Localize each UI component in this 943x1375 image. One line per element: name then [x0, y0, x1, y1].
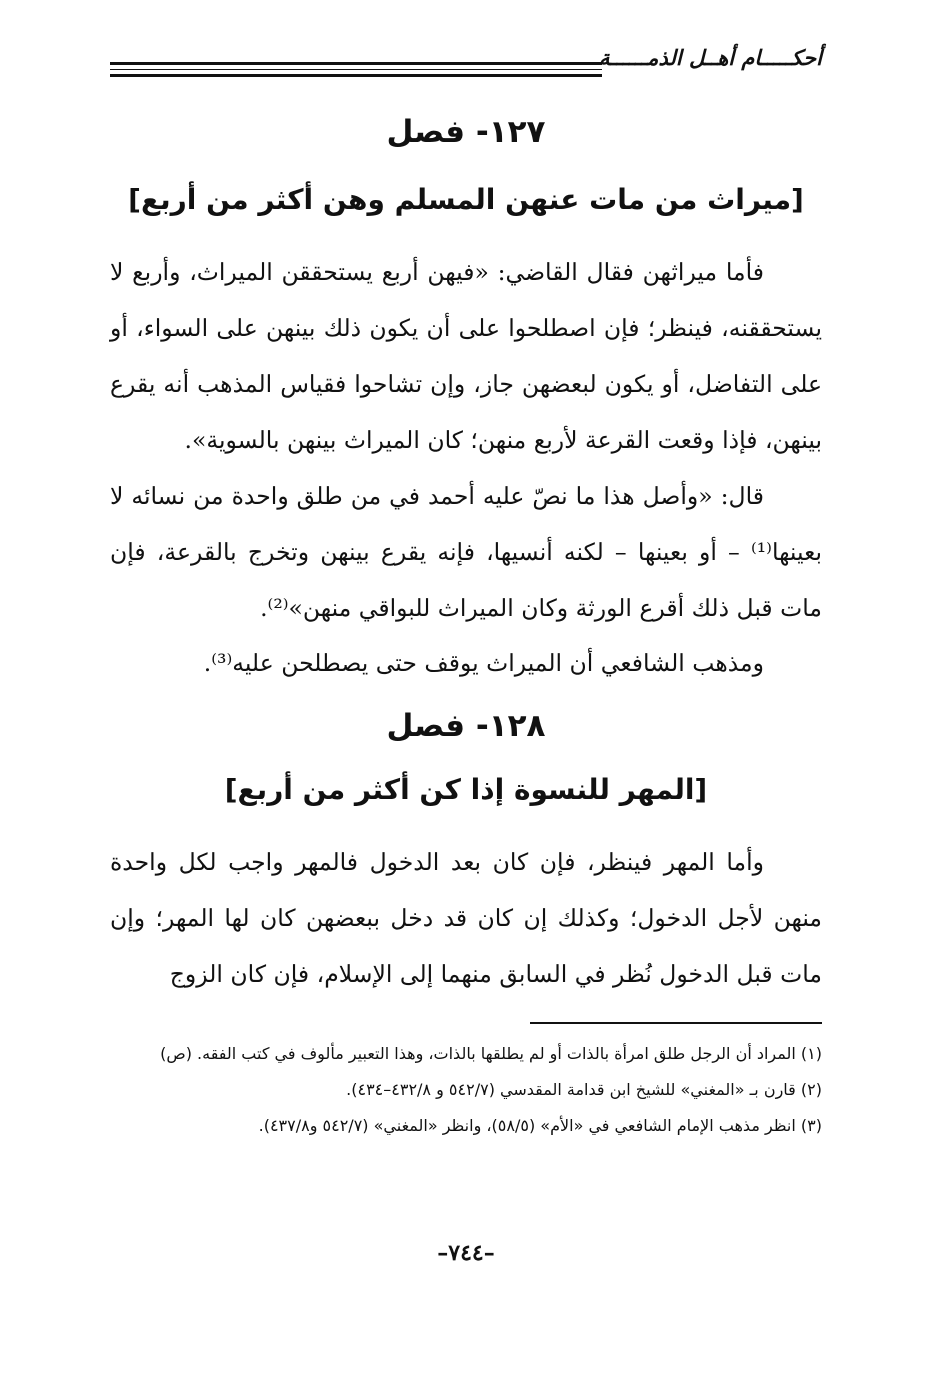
paragraph-shafii-view: ومذهب الشافعي أن الميراث يوقف حتى يصطلحن عليه⁽³⁾.: [203, 649, 764, 677]
section-128-subheading: [المهر للنسوة إذا كن أكثر من أربع]: [224, 773, 708, 806]
paragraph-dowry: وأما المهر فينظر، فإن كان بعد الدخول فالمهر واجب لكل واحدة منهن لأجل الدخول؛ وكذلك إن كان قد دخل ببعضهن كان لها المهر؛ وإن مات قبل الدخول نُظر في السابق منهما إلى الإسلام، فإن كان الزوج: [110, 848, 822, 988]
section-128-heading: ١٢٨- فصل: [386, 708, 546, 744]
running-header: [110, 40, 822, 80]
footnote-1: (١) المراد أن الرجل طلق امرأة بالذات أو لم يطلقها بالذات، وهذا التعبير مألوف في كتب الفقه. (ص): [160, 1044, 822, 1063]
section-127-subheading: [ميراث من مات عنهن المسلم وهن أكثر من أربع]: [128, 183, 804, 216]
running-title: أحكـــــام أهــل الذمــــــة: [599, 46, 822, 70]
header-rule: [110, 62, 602, 77]
footnote-2: (٢) قارن بـ «المغني» للشيخ ابن قدامة المقدسي (٥٤٢/٧ و ٤٣٢/٨–٤٣٤).: [346, 1080, 822, 1099]
footnote-rule: [530, 1022, 822, 1024]
page-number: –٧٤٤–: [437, 1240, 495, 1266]
section-127-heading: ١٢٧- فصل: [386, 114, 546, 150]
footnotes: [110, 1036, 822, 1144]
paragraph-inheritance-judge: فأما ميراثهن فقال القاضي: «فيهن أربع يستحققن الميراث، وأربع لا يستحققنه، فينظر؛ فإن اصطلحوا على أن يكون ذلك بينهن على السواء، أو على التفاضل، أو يكون لبعضهن جاز، وإن تشاحوا فقياس المذهب أنه يقرع بينهن، فإذا وقعت القرعة لأربع منهن؛ كان الميراث بينهن بالسوية».: [110, 258, 822, 454]
paragraph-ahmad-text: قال: «وأصل هذا ما نصّ عليه أحمد في من طلق واحدة من نسائه لا بعينها⁽¹⁾ – أو بعينها – لكنه أنسيها، فإنه يقرع بينهن وتخرج بالقرعة، فإن مات قبل ذلك أقرع الورثة وكان الميراث للبواقي منهن»⁽²⁾.: [110, 482, 822, 622]
footnote-3: (٣) انظر مذهب الإمام الشافعي في «الأم» (٥٨/٥)، وانظر «المغني» (٥٤٢/٧ و٤٣٧/٨).: [258, 1116, 822, 1135]
